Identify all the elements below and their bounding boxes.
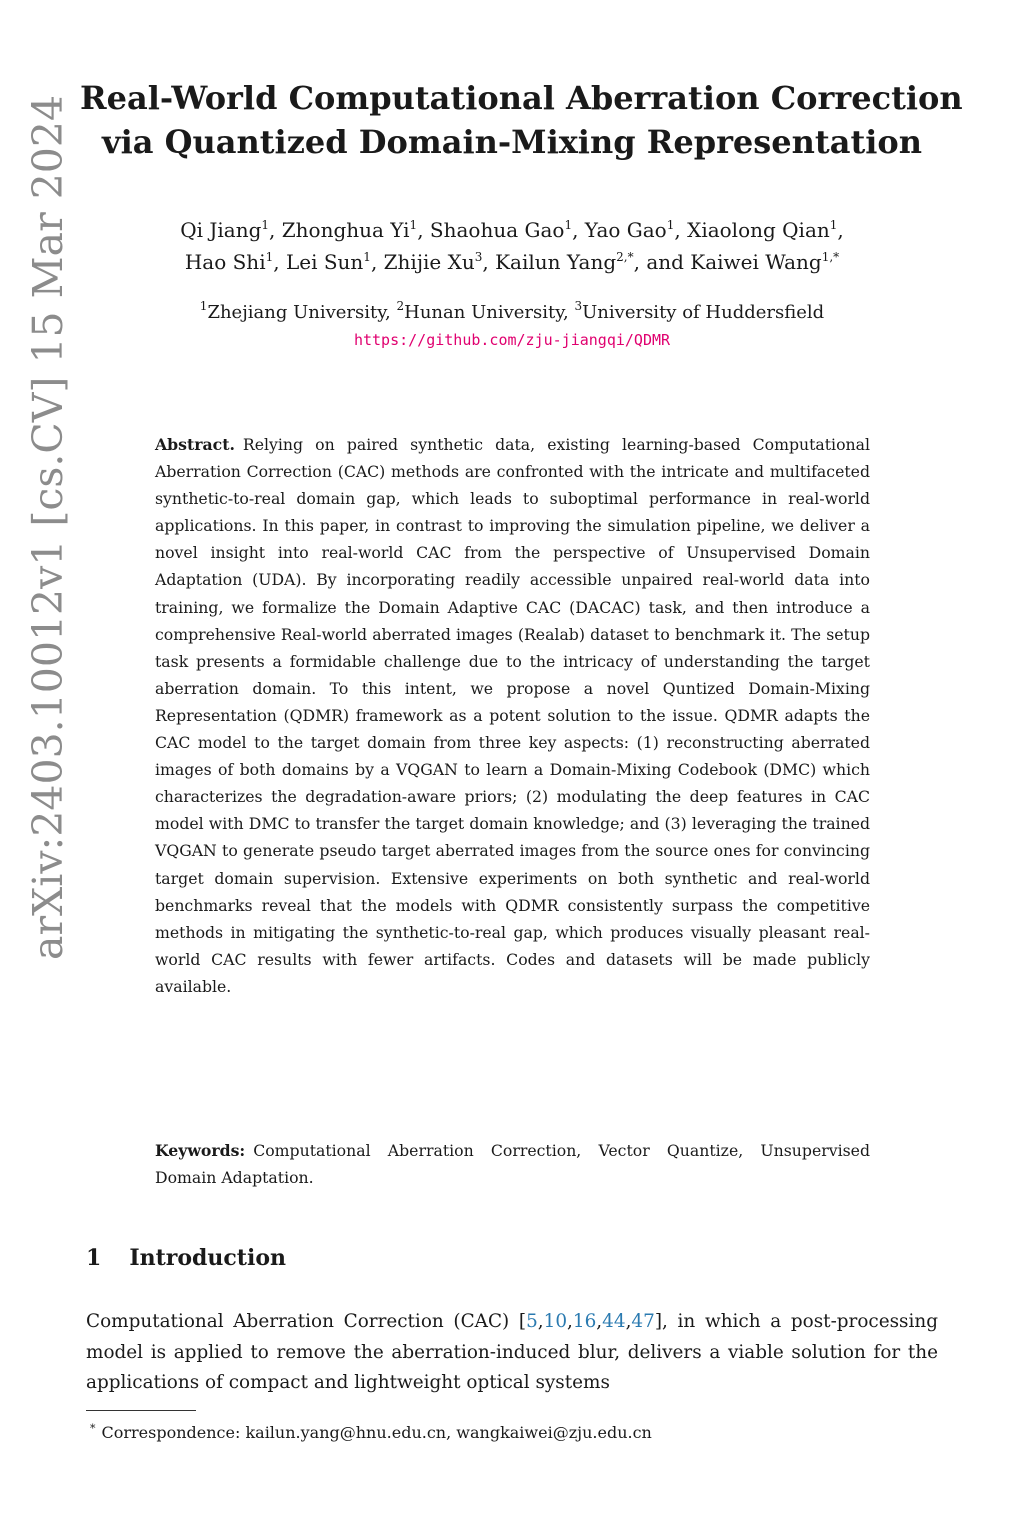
author-affiliation-mark: 1 (409, 218, 418, 232)
author-name: Yao Gao (584, 218, 667, 242)
author-affiliation-mark: 1 (265, 250, 274, 264)
author-name: Zhijie Xu (383, 250, 475, 274)
paper-title (80, 76, 963, 164)
section-title: Introduction (129, 1245, 286, 1271)
author-line-2: Hao Shi$^1$, Lei Sun$^1$, Zhijie Xu$^3$, Kailun Yang$^{2,*}$, and Kaiwei Wang$^{1,*}$ (184, 250, 840, 274)
arxiv-identifier: arXiv:2403.10012v1 [cs.CV] 15 Mar 2024 (24, 94, 72, 960)
affiliation: Zhejiang University (207, 302, 386, 323)
abstract (155, 431, 870, 1000)
author-name: Hao Shi (184, 250, 266, 274)
footnote-mark: * (90, 1422, 96, 1435)
author-name: Shaohua Gao (429, 218, 565, 242)
author-affiliation-mark: 1 (666, 218, 675, 232)
author-affiliation-mark: 1 (261, 218, 270, 232)
introduction-paragraph: Computational Aberration Correction (CAC) [5,10,16,44,47], in which a post-processing model is applied to remove the aberration-induced blur, delivers a viable solution for the applications of compact and lightweight optical systems (86, 1311, 938, 1393)
author-affiliation-mark: 1,* (821, 250, 840, 264)
author-affiliation-mark: 1 (564, 218, 573, 232)
author-name: Kailun Yang (495, 250, 617, 274)
github-link[interactable]: https://github.com/zju-jiangqi/QDMR (353, 331, 671, 349)
author-name: Kaiwei Wang (690, 250, 822, 274)
author-affiliation-mark: 1 (829, 218, 838, 232)
footnote-text: Correspondence: kailun.yang@hnu.edu.cn, wangkaiwei@zju.edu.cn (101, 1423, 652, 1442)
author-name: Zhonghua Yi (281, 218, 410, 242)
author-line-1: Qi Jiang$^1$, Zhonghua Yi$^1$, Shaohua Gao$^1$, Yao Gao$^1$, Xiaolong Qian$^1$, (180, 218, 844, 242)
author-list (90, 214, 934, 278)
section-number: 1 (86, 1245, 102, 1271)
citation-link[interactable]: 16 (572, 1311, 597, 1332)
author-affiliation-mark: 2,* (616, 250, 634, 264)
citation-link[interactable]: 10 (543, 1311, 568, 1332)
citation-link[interactable]: 47 (631, 1311, 655, 1332)
section-heading (86, 1241, 286, 1275)
affiliation: Hunan University (404, 302, 564, 323)
abstract-text: Relying on paired synthetic data, existing learning-based Computational Aberration Correction (CAC) methods are confronted with the intricate and multifaceted synthetic-to-real domain gap, which leads to suboptimal performance in real-world applications. In this paper, in contrast to improving the simulation pipeline, we deliver a novel insight into real-world CAC from the perspective of Unsupervised Domain Adaptation (UDA). By incorporating readily accessible unpaired real-world data into training, we formalize the Domain Adaptive CAC (DACAC) task, and then introduce a comprehensive Real-world aberrated images (Realab) dataset to benchmark it. The setup task presents a formidable challenge due to the intricacy of understanding the target aberration domain. To this intent, we propose a novel Quntized Domain-Mixing Representation (QDMR) framework as a potent solution to the issue. QDMR adapts the CAC model to the target domain from three key aspects: (1) reconstructing aberrated images of both domains by a VQGAN to learn a Domain-Mixing Codebook (DMC) which characterizes the degradation-aware priors; (2) modulating the deep features in CAC model with DMC to transfer the target domain knowledge; and (3) leveraging the trained VQGAN to generate pseudo target aberrated images from the source ones for convincing target domain supervision. Extensive experiments on both synthetic and real-world benchmarks reveal that the models with QDMR consistently surpass the competitive methods in mitigating the synthetic-to-real gap, which produces visually pleasant real-world CAC results with fewer artifacts. Codes and datasets will be made publicly available. (155, 435, 870, 996)
author-name: Qi Jiang (180, 218, 262, 242)
affiliations: $^1$Zhejiang University, $^2$Hunan University, $^3$University of Huddersfield (199, 299, 825, 323)
footnote-divider (86, 1410, 196, 1411)
footnote (90, 1417, 652, 1445)
title-line-1: Real-World Computational Aberration Correction (80, 79, 963, 117)
author-affiliation-mark: 3 (474, 250, 483, 264)
citation-link[interactable]: 44 (602, 1311, 626, 1332)
affiliation: University of Huddersfield (582, 302, 825, 323)
keywords (155, 1137, 870, 1191)
author-name: Lei Sun (285, 250, 364, 274)
author-affiliation-mark: 1 (363, 250, 371, 264)
keywords-text: Computational Aberration Correction, Vector Quantize, Unsupervised Domain Adaptation. (155, 1141, 870, 1188)
title-line-2: via Quantized Domain-Mixing Representation (102, 123, 922, 161)
citation-link[interactable]: 5 (526, 1311, 538, 1332)
abstract-label: Abstract. (155, 435, 235, 454)
keywords-label: Keywords: (155, 1141, 246, 1160)
author-name: Xiaolong Qian (687, 218, 830, 242)
